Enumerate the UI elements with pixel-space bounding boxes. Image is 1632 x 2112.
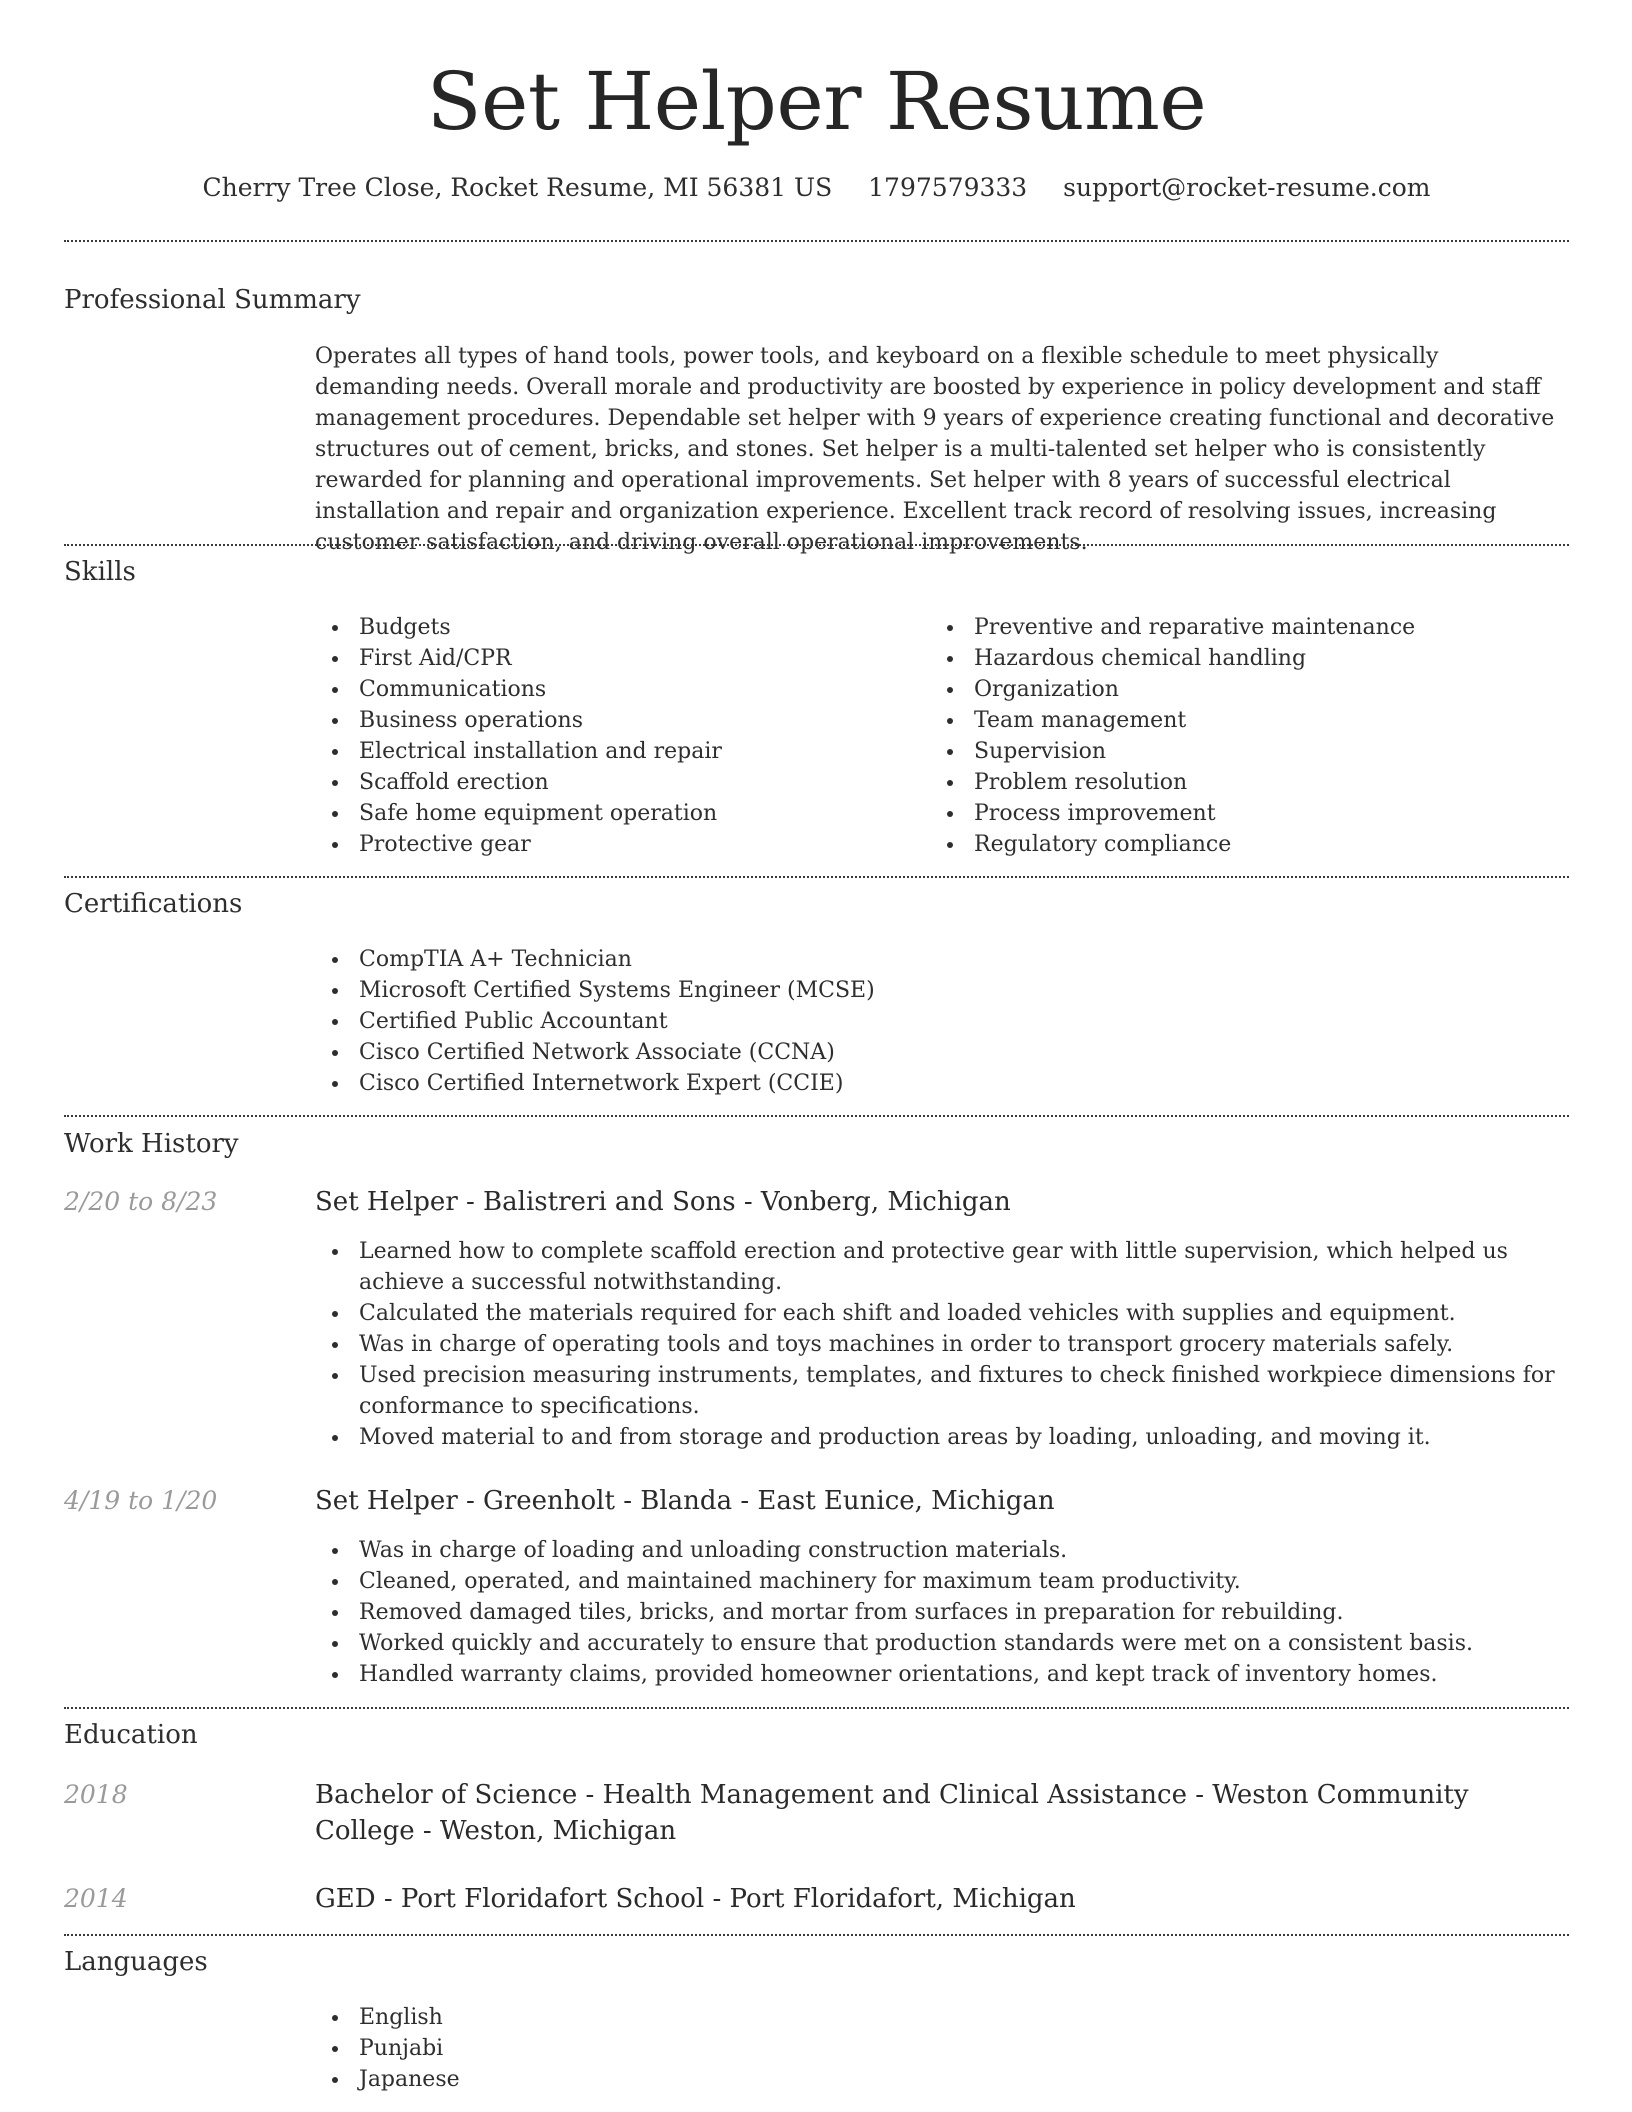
language-item: Punjabi <box>315 2033 1569 2064</box>
skill-item: Process improvement <box>930 798 1545 829</box>
certification-item: Microsoft Certified Systems Engineer (MCSE) <box>315 975 1569 1006</box>
skill-item: Protective gear <box>315 829 930 860</box>
skill-item: Hazardous chemical handling <box>930 643 1545 674</box>
section-divider <box>64 240 1569 242</box>
job-bullets <box>315 1535 1569 1690</box>
skills-column-right <box>930 612 1545 860</box>
skill-item: Problem resolution <box>930 767 1545 798</box>
skill-item: Business operations <box>315 705 930 736</box>
work-history-heading: Work History <box>64 1129 239 1159</box>
section-divider <box>64 544 1569 546</box>
job-bullet: Cleaned, operated, and maintained machinery for maximum team productivity. <box>315 1566 1569 1597</box>
contact-email: support@rocket-resume.com <box>1063 173 1431 202</box>
certifications-list <box>315 944 1569 1099</box>
summary-text: Operates all types of hand tools, power tools, and keyboard on a flexible schedule to meet physically demanding needs. Overall morale and productivity are boosted by experience in policy development and staff management procedures. Dependable set helper with 9 years of experience creating functional and decorative structures out of cement, bricks, and stones. Set helper is a multi-talented set helper who is consistently rewarded for planning and operational improvements. Set helper with 8 years of successful electrical installation and repair and organization experience. Excellent track record of resolving issues, increasing customer satisfaction, and driving overall operational improvements. <box>315 344 1555 555</box>
skill-item: Organization <box>930 674 1545 705</box>
education-heading: Education <box>64 1720 198 1750</box>
skill-item: Communications <box>315 674 930 705</box>
skill-item: Team management <box>930 705 1545 736</box>
skill-item: Electrical installation and repair <box>315 736 930 767</box>
languages-heading: Languages <box>64 1947 208 1977</box>
education-entry: GED - Port Floridafort School - Port Floridafort, Michigan <box>315 1884 1076 1914</box>
section-divider <box>64 876 1569 878</box>
certification-item: Certified Public Accountant <box>315 1006 1569 1037</box>
resume-page <box>64 0 1569 2112</box>
section-divider <box>64 1115 1569 1117</box>
job-bullets <box>315 1236 1569 1453</box>
section-divider <box>64 1707 1569 1709</box>
skill-item: Budgets <box>315 612 930 643</box>
education-entry: Bachelor of Science - Health Management and Clinical Assistance - Weston Community College - Weston, Michigan <box>315 1780 1469 1846</box>
skills-list <box>315 612 1569 860</box>
education-year: 2014 <box>64 1884 128 1913</box>
summary-heading: Professional Summary <box>64 285 361 315</box>
job-bullet: Handled warranty claims, provided homeowner orientations, and kept track of inventory homes. <box>315 1659 1569 1690</box>
job-bullet: Worked quickly and accurately to ensure that production standards were met on a consistent basis. <box>315 1628 1569 1659</box>
skill-item: Scaffold erection <box>315 767 930 798</box>
education-year: 2018 <box>64 1780 128 1809</box>
contact-line <box>64 172 1569 204</box>
skills-column-left <box>315 612 930 860</box>
languages-list <box>315 2002 1569 2095</box>
skill-item: Regulatory compliance <box>930 829 1545 860</box>
job-bullet: Learned how to complete scaffold erection and protective gear with little supervision, which helped us achieve a successful notwithstanding. <box>315 1236 1569 1298</box>
contact-address: Cherry Tree Close, Rocket Resume, MI 56381 US <box>202 173 833 202</box>
certifications-heading: Certifications <box>64 889 243 919</box>
job-bullet: Used precision measuring instruments, templates, and fixtures to check finished workpiece dimensions for conformance to specifications. <box>315 1360 1569 1422</box>
contact-phone: 1797579333 <box>868 173 1028 202</box>
skills-heading: Skills <box>64 557 136 587</box>
certification-item: Cisco Certified Internetwork Expert (CCIE) <box>315 1068 1569 1099</box>
job-title: Set Helper - Greenholt - Blanda - East Eunice, Michigan <box>315 1486 1055 1516</box>
job-title: Set Helper - Balistreri and Sons - Vonberg, Michigan <box>315 1187 1011 1217</box>
skill-item: Preventive and reparative maintenance <box>930 612 1545 643</box>
job-bullet: Was in charge of loading and unloading construction materials. <box>315 1535 1569 1566</box>
job-bullet: Removed damaged tiles, bricks, and mortar from surfaces in preparation for rebuilding. <box>315 1597 1569 1628</box>
job-bullet: Was in charge of operating tools and toys machines in order to transport grocery materials safely. <box>315 1329 1569 1360</box>
job-bullet: Calculated the materials required for each shift and loaded vehicles with supplies and equipment. <box>315 1298 1569 1329</box>
certification-item: CompTIA A+ Technician <box>315 944 1569 975</box>
certification-item: Cisco Certified Network Associate (CCNA) <box>315 1037 1569 1068</box>
job-dates: 2/20 to 8/23 <box>64 1187 218 1216</box>
section-divider <box>64 1934 1569 1936</box>
resume-name: Set Helper Resume <box>426 55 1207 148</box>
skill-item: Supervision <box>930 736 1545 767</box>
skill-item: Safe home equipment operation <box>315 798 930 829</box>
language-item: English <box>315 2002 1569 2033</box>
job-dates: 4/19 to 1/20 <box>64 1486 218 1515</box>
job-bullet: Moved material to and from storage and production areas by loading, unloading, and moving it. <box>315 1422 1569 1453</box>
skill-item: First Aid/CPR <box>315 643 930 674</box>
language-item: Japanese <box>315 2064 1569 2095</box>
